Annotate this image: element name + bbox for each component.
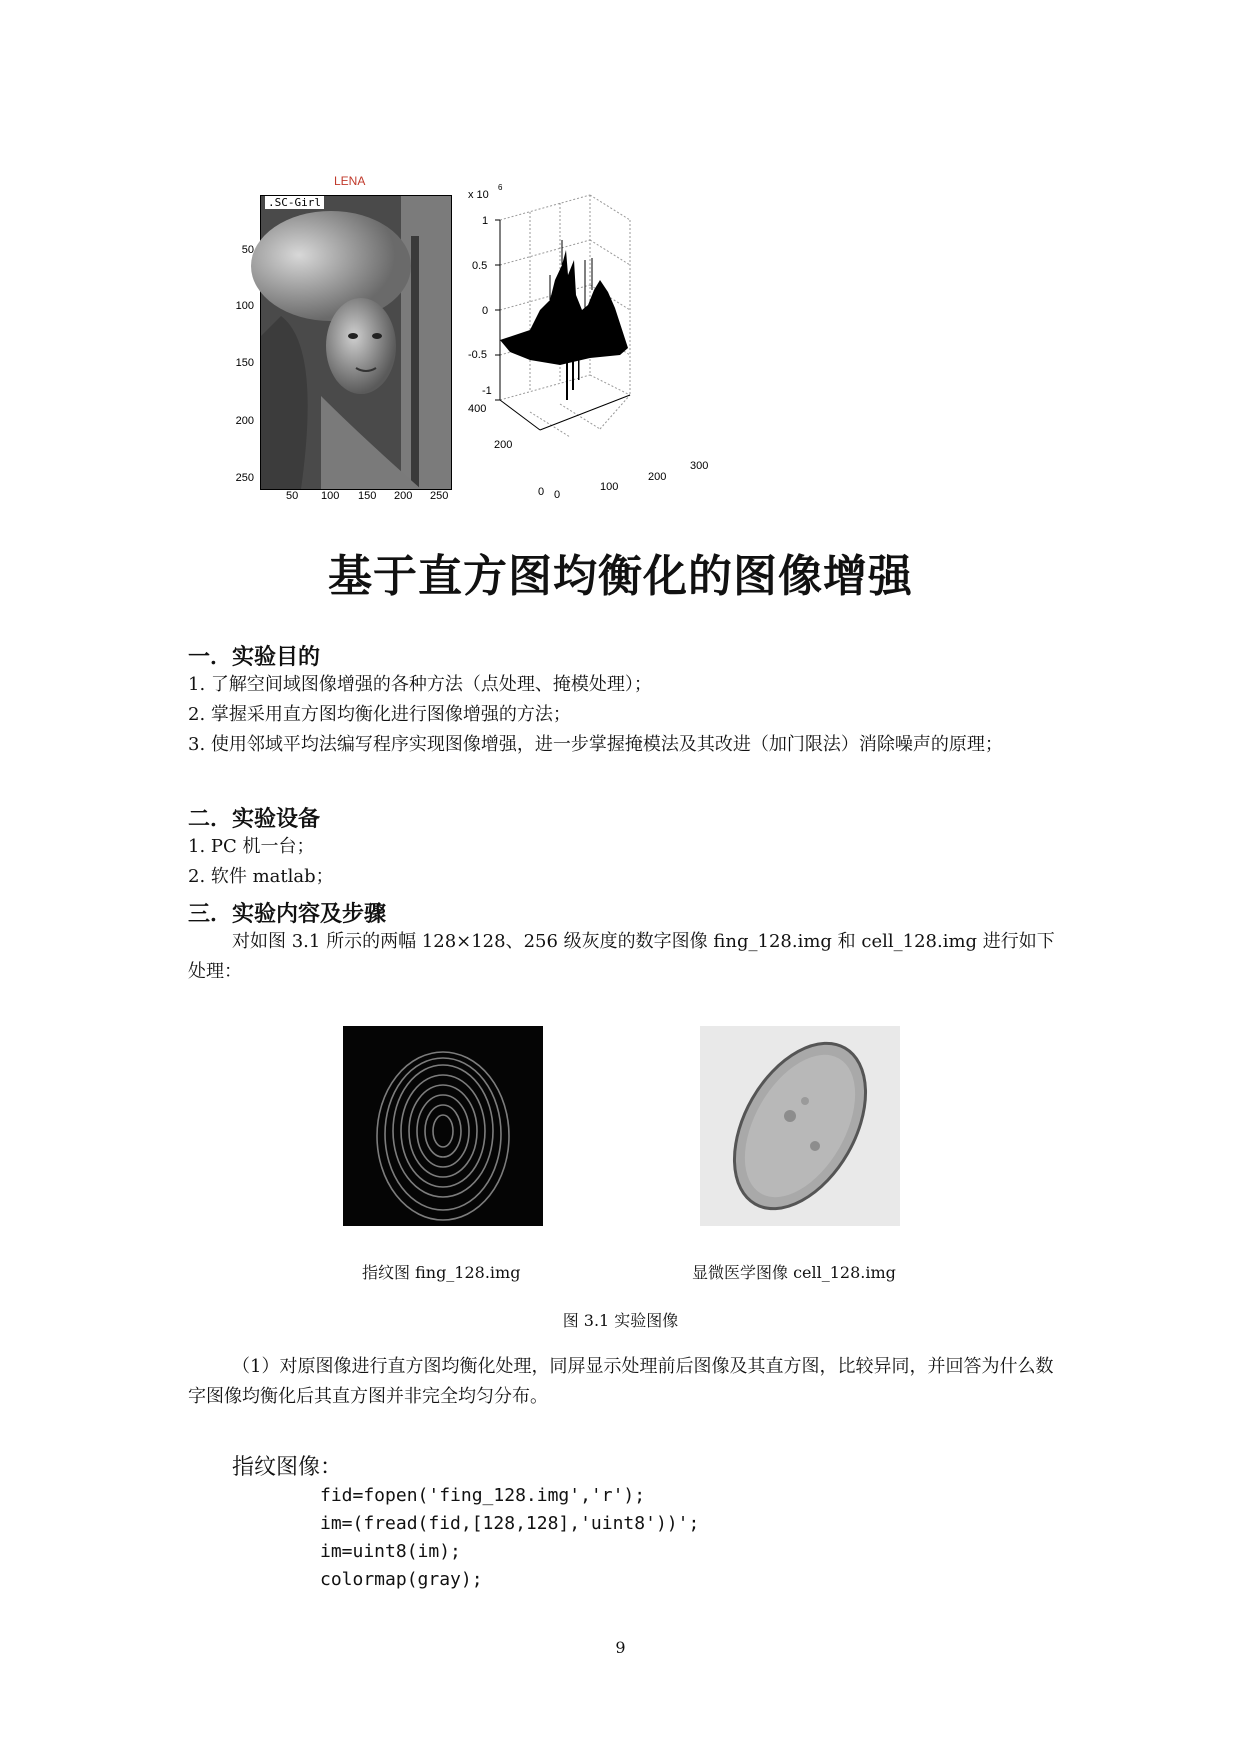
fingerprint-image (343, 1026, 543, 1226)
lena-ytick: 100 (235, 300, 254, 312)
lena-ytick: 150 (235, 357, 254, 369)
lena-plot-title: LENA (334, 174, 366, 188)
hist-ztick: 0.5 (472, 260, 488, 272)
lena-ytick: 250 (235, 472, 254, 484)
cell-image (700, 1026, 900, 1226)
lena-image-caption: .SC-Girl (265, 196, 324, 209)
section-heading-equipment: 二．实验设备 (188, 807, 321, 832)
hist-xtick: 300 (690, 460, 709, 472)
code-line: fid=fopen('fing_128.img','r'); (320, 1485, 646, 1506)
fingerprint-caption: 指纹图 fing_128.img (362, 1263, 521, 1282)
lena-xtick: 100 (321, 490, 340, 502)
page-title: 基于直方图均衡化的图像增强 (328, 551, 913, 602)
lena-ytick: 200 (235, 415, 254, 427)
hist-ytick: 400 (468, 403, 487, 415)
hist-ytick: 200 (494, 439, 513, 451)
hist-ztick: 1 (482, 215, 489, 227)
code-line: colormap(gray); (320, 1569, 483, 1590)
hist-xtick: 100 (600, 481, 619, 493)
list-item: 1. PC 机一台； (188, 836, 315, 857)
hist-exponent-label: x 10 (468, 189, 489, 201)
lena-xtick: 150 (358, 490, 377, 502)
list-item: 3. 使用邻域平均法编写程序实现图像增强，进一步掌握掩模法及其改进（加门限法）消除噪声的原理； (188, 734, 1003, 755)
section-heading-objective: 一．实验目的 (188, 645, 321, 670)
hist-xtick: 0 (554, 489, 561, 501)
list-item: 1. 了解空间域图像增强的各种方法（点处理、掩模处理）； (188, 674, 652, 695)
hist-ztick: 0 (482, 305, 489, 317)
lena-xtick: 50 (286, 490, 299, 502)
hist-xtick: 200 (648, 471, 667, 483)
hist-ztick: -0.5 (468, 349, 487, 361)
step-1-paragraph: （1）对原图像进行直方图均衡化处理，同屏显示处理前后图像及其直方图，比较异同，并回答为什么数字图像均衡化后其直方图并非完全均匀分布。 (188, 1356, 1054, 1407)
procedure-paragraph: 对如图 3.1 所示的两幅 128×128、256 级灰度的数字图像 fing_128.img 和 cell_128.img 进行如下处理： (188, 931, 1055, 982)
code-section-title: 指纹图像： (232, 1455, 343, 1480)
lena-ytick: 50 (241, 244, 254, 256)
hist-exponent-power: 6 (498, 183, 503, 192)
code-line: im=uint8(im); (320, 1541, 461, 1562)
list-item: 2. 掌握采用直方图均衡化进行图像增强的方法； (188, 704, 571, 725)
cell-caption: 显微医学图像 cell_128.img (692, 1263, 896, 1282)
figure-caption: 图 3.1 实验图像 (562, 1311, 679, 1330)
code-line: im=(fread(fid,[128,128],'uint8'))'; (320, 1513, 700, 1534)
lena-image (260, 195, 452, 490)
histogram-3d-plot (470, 180, 730, 510)
page-number: 9 (615, 1638, 626, 1657)
hist-ztick: -1 (482, 385, 492, 397)
list-item: 2. 软件 matlab； (188, 866, 334, 887)
lena-xtick: 250 (430, 490, 449, 502)
section-heading-procedure: 三．实验内容及步骤 (188, 902, 387, 927)
hist-ytick: 0 (538, 486, 545, 498)
lena-xtick: 200 (394, 490, 413, 502)
